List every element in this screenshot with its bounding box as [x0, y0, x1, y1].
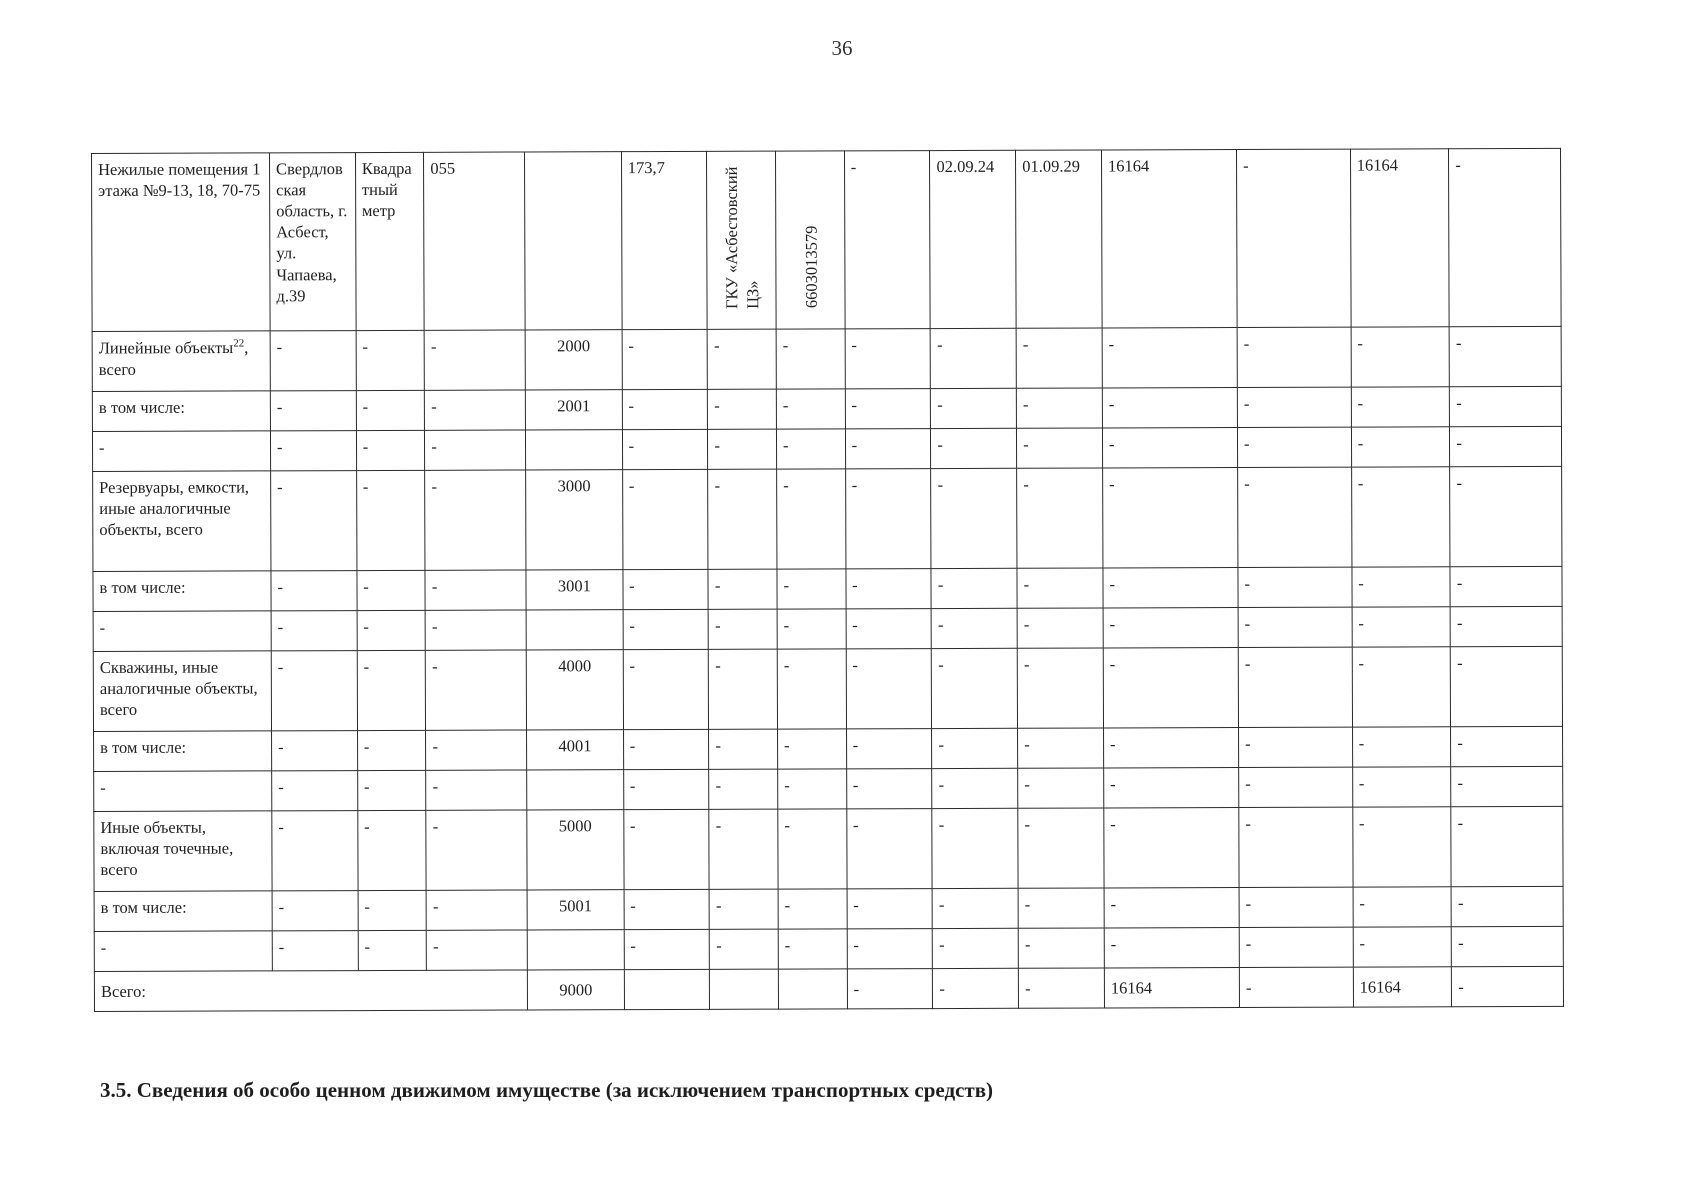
cell-value: -: [845, 389, 931, 429]
cell-value: -: [933, 928, 1019, 968]
object-name-text: -: [99, 617, 106, 637]
cell-c4: -: [426, 650, 527, 730]
cell-value: -: [708, 469, 777, 569]
object-name-text: -: [100, 777, 106, 797]
cell-value: -: [708, 429, 777, 469]
cell-c3: -: [356, 430, 425, 470]
cell-value: -: [778, 889, 847, 929]
cell-value: -: [1451, 886, 1563, 926]
cell-value: -: [777, 469, 846, 569]
object-name-text: -: [100, 937, 107, 957]
cell-value: -: [622, 429, 708, 469]
cell-value: -: [845, 429, 931, 469]
footnote-ref: 22: [233, 337, 245, 350]
cell-c9: -: [844, 151, 930, 329]
cell-value: -: [623, 809, 709, 889]
cell-total-value: [624, 969, 710, 1009]
cell-c4: -: [426, 810, 527, 890]
cell-value: -: [931, 388, 1017, 428]
cell-value: -: [932, 648, 1018, 728]
cell-value: -: [1352, 727, 1451, 767]
cell-value: -: [778, 809, 847, 889]
cell-c4: -: [425, 570, 526, 610]
cell-value: -: [1018, 768, 1104, 808]
cell-date-start: 02.09.24: [930, 150, 1016, 328]
cell-c2: -: [272, 931, 358, 971]
cell-c13: -: [1237, 149, 1351, 327]
cell-unit-code: 055: [424, 152, 525, 330]
cell-value: -: [1017, 428, 1103, 468]
cell-value: -: [778, 769, 847, 809]
cell-object-name: [93, 471, 271, 572]
cell-line-code: [526, 610, 623, 650]
cell-object-name: [94, 811, 272, 892]
cell-value: -: [847, 889, 933, 929]
table-row: [93, 606, 1562, 651]
cell-value: -: [1238, 647, 1352, 727]
cell-value: -: [1102, 427, 1237, 467]
cell-value: -: [1016, 328, 1102, 388]
cell-value: -: [623, 569, 709, 609]
cell-value: -: [1104, 927, 1239, 967]
cell-value: -: [931, 568, 1017, 608]
cell-value: -: [709, 729, 778, 769]
table-row: [94, 726, 1563, 771]
cell-value: -: [1239, 887, 1353, 927]
cell-c2: -: [272, 771, 358, 811]
cell-value: -: [1239, 727, 1353, 767]
real-estate-table: [91, 148, 1564, 1012]
cell-c4: -: [425, 610, 526, 650]
cell-value: -: [932, 728, 1018, 768]
table-row: [93, 466, 1562, 571]
cell-value: -: [776, 329, 845, 389]
cell-line-code: 2000: [525, 330, 622, 390]
cell-date-end: 01.09.29: [1016, 150, 1102, 328]
cell-value: -: [845, 329, 931, 389]
cell-value: -: [1103, 727, 1238, 767]
cell-c4: -: [426, 730, 527, 770]
cell-c2: -: [272, 731, 358, 771]
cell-value: -: [622, 389, 708, 429]
cell-object-name: [94, 731, 272, 772]
cell-line-code: 4001: [527, 730, 624, 770]
cell-value: -: [1239, 767, 1353, 807]
cell-object-name: [92, 431, 270, 472]
cell-value: -: [624, 889, 710, 929]
cell-c2: -: [270, 431, 356, 471]
cell-inn-text: 6603013579: [801, 225, 821, 309]
cell-value: -: [1238, 467, 1352, 567]
cell-line-code: [527, 770, 624, 810]
cell-value: -: [1352, 807, 1451, 887]
cell-value: -: [845, 469, 931, 569]
cell-c4: -: [426, 890, 527, 930]
cell-value: -: [931, 608, 1017, 648]
cell-value: -: [1451, 646, 1563, 726]
cell-value: -: [710, 929, 779, 969]
cell-value: -: [1018, 928, 1104, 968]
cell-line-code: 3001: [526, 570, 623, 610]
cell-value: -: [1103, 647, 1238, 727]
section-heading: 3.5. Сведения об особо ценном движимом имуществе (за исключением транспортных средств): [100, 1078, 994, 1102]
cell-value: -: [846, 649, 932, 729]
table-body: [92, 148, 1564, 1011]
cell-value: -: [1104, 887, 1239, 927]
cell-area: 173,7: [621, 151, 707, 329]
cell-line-code: [526, 430, 623, 470]
object-name-text: Резервуары, емкости, иные аналогичные объекты, всего: [99, 477, 250, 540]
cell-value: -: [1451, 806, 1563, 886]
cell-total-value: -: [1239, 967, 1353, 1007]
cell-value: -: [931, 468, 1017, 568]
cell-value: -: [846, 729, 932, 769]
cell-value: -: [623, 609, 709, 649]
cell-c3: -: [358, 890, 427, 930]
table-row: [92, 426, 1561, 471]
cell-value: -: [777, 649, 846, 729]
cell-value: -: [623, 769, 709, 809]
cell-value: -: [1017, 608, 1103, 648]
cell-c2: -: [272, 811, 358, 891]
cell-value: -: [1351, 387, 1450, 427]
cell-value: -: [846, 769, 932, 809]
cell-line-code: [527, 930, 624, 970]
object-name-suffix: , всего: [98, 337, 249, 379]
cell-value: -: [1352, 567, 1451, 607]
cell-value: -: [846, 609, 932, 649]
cell-value: -: [708, 569, 777, 609]
cell-c3: -: [356, 390, 425, 430]
cell-value: -: [777, 569, 846, 609]
cell-c14: 16164: [1350, 149, 1449, 327]
cell-total-value: -: [933, 968, 1019, 1008]
cell-value: -: [709, 889, 778, 929]
cell-value: -: [709, 809, 778, 889]
cell-value: -: [623, 649, 709, 729]
cell-value: -: [1351, 467, 1450, 567]
cell-c3: -: [358, 930, 427, 970]
cell-value: -: [1237, 427, 1351, 467]
cell-c3: -: [357, 650, 426, 730]
cell-inn: [776, 151, 845, 329]
cell-total-value: -: [847, 969, 933, 1009]
cell-total-value: 16164: [1353, 967, 1452, 1007]
cell-c3: -: [357, 610, 426, 650]
cell-total-code: 9000: [527, 970, 624, 1010]
object-name-text: Иные объекты, включая точечные, всего: [100, 817, 234, 880]
cell-value: -: [846, 569, 932, 609]
cell-value: -: [1018, 888, 1104, 928]
cell-c3: -: [357, 730, 426, 770]
cell-value: -: [931, 328, 1017, 388]
cell-line-code: 3000: [526, 470, 623, 570]
cell-object-name: [93, 611, 271, 652]
cell-value: -: [1238, 607, 1352, 647]
cell-object-name: [92, 331, 270, 392]
cell-value: -: [622, 329, 708, 389]
cell-object-name: [94, 931, 272, 972]
cell-value: -: [1351, 327, 1450, 387]
cell-value: -: [1104, 767, 1239, 807]
cell-c3: -: [356, 330, 425, 390]
cell-c3: -: [357, 770, 426, 810]
cell-tenant-text: ГКУ «Асбестовский ЦЗ»: [722, 166, 763, 309]
cell-line-code: 5000: [527, 810, 624, 890]
cell-value: -: [1017, 568, 1103, 608]
cell-line-code: [525, 152, 622, 330]
cell-c4: -: [425, 390, 526, 430]
cell-value: -: [776, 389, 845, 429]
cell-c3: -: [356, 470, 425, 570]
cell-object-name: [93, 651, 271, 732]
cell-value: -: [622, 469, 708, 569]
cell-total-value: [778, 969, 847, 1009]
cell-value: -: [1352, 607, 1451, 647]
object-name-text: в том числе:: [99, 577, 186, 597]
table-row: [92, 386, 1561, 431]
cell-c15: -: [1449, 148, 1561, 326]
table-row: [94, 806, 1563, 891]
cell-value: -: [709, 649, 778, 729]
cell-tenant: [707, 151, 776, 329]
cell-value: -: [623, 729, 709, 769]
cell-value: -: [1451, 726, 1563, 766]
table-row: [92, 326, 1561, 391]
cell-total-value: [710, 969, 779, 1009]
cell-value: -: [1353, 887, 1452, 927]
cell-value: -: [1016, 388, 1102, 428]
cell-object-name: [93, 571, 271, 612]
cell-value: -: [708, 329, 777, 389]
cell-c2: -: [271, 651, 357, 731]
cell-value: -: [931, 428, 1017, 468]
cell-c2: -: [270, 391, 356, 431]
table-row: [94, 886, 1563, 931]
cell-value: -: [778, 929, 847, 969]
cell-value: -: [1450, 386, 1562, 426]
object-name-text: в том числе:: [98, 397, 185, 417]
cell-c3: -: [357, 570, 426, 610]
cell-unit: Квадратный метр: [355, 152, 424, 330]
cell-c4: -: [427, 930, 528, 970]
cell-value: -: [846, 809, 932, 889]
cell-value: -: [709, 609, 778, 649]
cell-line-code: 2001: [525, 390, 622, 430]
object-name-text: -: [98, 437, 105, 457]
cell-value: -: [1237, 387, 1351, 427]
table-row: [93, 566, 1562, 611]
cell-object-name: [94, 891, 272, 932]
table-row: [94, 766, 1563, 811]
cell-value: -: [1018, 808, 1104, 888]
table-row: [94, 926, 1563, 971]
cell-value: -: [1239, 807, 1353, 887]
cell-c4: -: [425, 430, 526, 470]
cell-total-value: 16164: [1104, 967, 1239, 1007]
cell-value: -: [1018, 728, 1104, 768]
cell-value: -: [932, 888, 1018, 928]
cell-c2: -: [272, 891, 358, 931]
cell-value: -: [778, 729, 847, 769]
cell-value: -: [776, 429, 845, 469]
cell-value: -: [1450, 426, 1562, 466]
cell-value: -: [932, 808, 1018, 888]
cell-value: -: [1102, 387, 1237, 427]
cell-line-code: 4000: [526, 650, 623, 730]
cell-value: -: [1102, 328, 1237, 388]
cell-line-code: 5001: [527, 890, 624, 930]
cell-value: -: [1450, 606, 1562, 646]
cell-value: -: [932, 768, 1018, 808]
cell-value: -: [1239, 927, 1353, 967]
cell-value: -: [708, 389, 777, 429]
cell-c4: -: [426, 770, 527, 810]
cell-value: -: [1103, 567, 1238, 607]
cell-total-value: -: [1019, 968, 1105, 1008]
cell-value: -: [1103, 467, 1238, 567]
cell-value: -: [777, 609, 846, 649]
cell-value: -: [1103, 607, 1238, 647]
cell-value: -: [1352, 647, 1451, 727]
cell-c3: -: [358, 810, 427, 890]
cell-value: -: [1017, 468, 1103, 568]
object-name-text: в том числе:: [100, 897, 187, 917]
cell-address: Свердловская область, г. Асбест, ул. Чапаева, д.39: [269, 153, 355, 331]
cell-object-name: [94, 771, 272, 812]
cell-value: -: [1450, 566, 1562, 606]
object-name-text: в том числе:: [100, 737, 187, 757]
table-row: [93, 646, 1562, 731]
cell-c4: -: [425, 470, 526, 570]
cell-value: -: [709, 769, 778, 809]
cell-c2: -: [271, 571, 357, 611]
cell-c2: -: [271, 471, 357, 571]
cell-value: -: [1017, 648, 1103, 728]
page-number: 36: [831, 36, 853, 60]
cell-c2: -: [270, 331, 356, 391]
cell-c12: 16164: [1101, 150, 1237, 328]
cell-c4: -: [424, 330, 525, 390]
cell-value: -: [1352, 767, 1451, 807]
table-row-total: [94, 966, 1563, 1011]
table-row-nonresidential: [92, 148, 1562, 331]
cell-total-value: -: [1452, 966, 1564, 1006]
cell-value: -: [1104, 807, 1239, 887]
cell-c2: -: [271, 611, 357, 651]
cell-object-name: Нежилые помещения 1 этажа №9-13, 18, 70-75: [92, 153, 271, 332]
cell-value: -: [1450, 466, 1562, 566]
object-name-text: Скважины, иные аналогичные объекты, всего: [99, 657, 258, 720]
object-name-text: Линейные объекты: [98, 338, 234, 358]
cell-value: -: [624, 929, 710, 969]
cell-value: -: [847, 929, 933, 969]
cell-value: -: [1237, 327, 1351, 387]
cell-value: -: [1449, 326, 1561, 386]
cell-value: -: [1451, 766, 1563, 806]
cell-value: -: [1238, 567, 1352, 607]
cell-total-label: Всего:: [94, 970, 527, 1012]
cell-value: -: [1452, 926, 1564, 966]
cell-object-name: [92, 391, 270, 432]
cell-value: -: [1351, 427, 1450, 467]
cell-value: -: [1353, 927, 1452, 967]
